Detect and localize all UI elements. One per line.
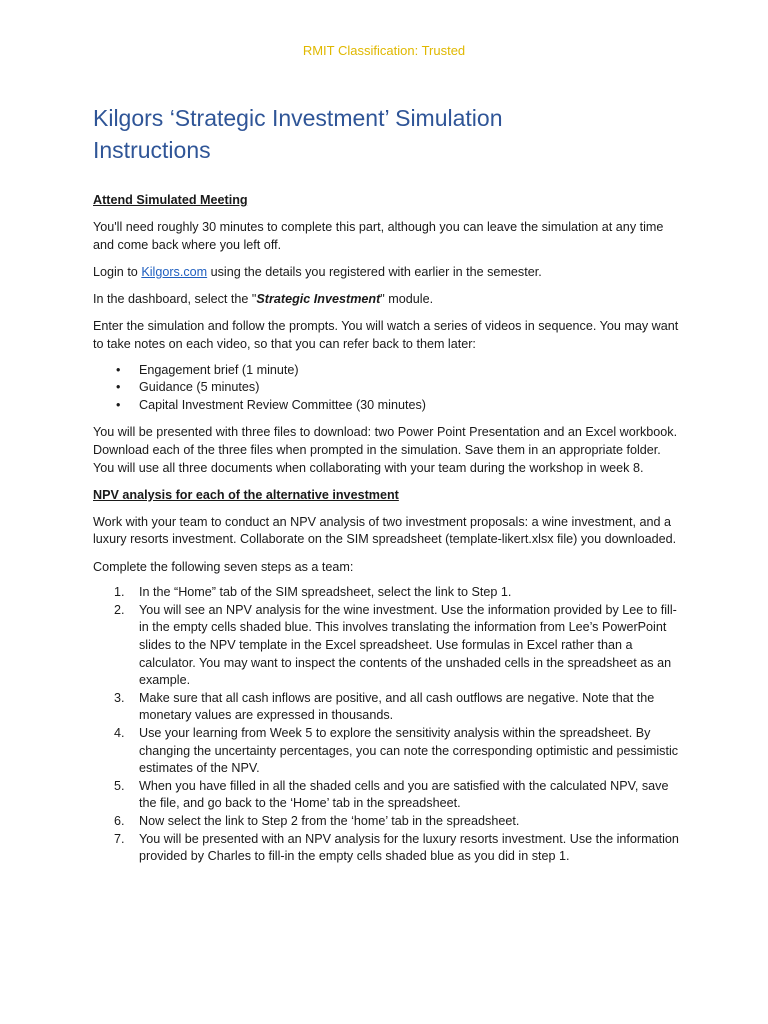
dashboard-prefix: In the dashboard, select the " (93, 292, 257, 307)
step-text: Now select the link to Step 2 from the ‘home’ tab in the spreadsheet. (139, 813, 520, 828)
bullet-icon: • (116, 397, 121, 412)
dashboard-suffix: " module. (380, 292, 434, 307)
bullet-icon: • (116, 362, 121, 377)
title-line-2: Instructions (93, 137, 211, 163)
paragraph-duration: You'll need roughly 30 minutes to complete this part, although you can leave the simulation at any time and come back where you left off. (93, 220, 664, 252)
title-line-1: Kilgors ‘Strategic Investment’ Simulation (93, 105, 503, 131)
step-text: Use your learning from Week 5 to explore the sensitivity analysis within the spreadsheet. By changing the uncertainty percentages, you can note the corresponding optimistic and pessimistic estimates of the NPV. (139, 726, 679, 776)
section-heading-npv: NPV analysis for each of the alternative investment (93, 487, 399, 502)
step-number: 4. (114, 726, 125, 740)
step-number: 3. (114, 690, 125, 705)
document-title (93, 102, 693, 166)
section-heading-meeting: Attend Simulated Meeting (93, 193, 248, 207)
steps-list (93, 584, 683, 866)
step-item (93, 690, 683, 725)
module-name: Strategic Investment (256, 292, 381, 307)
step-number: 6. (114, 813, 125, 828)
step-text: When you have filled in all the shaded cells and you are satisfied with the calculated NPV, save the file, and go back to the ‘Home’ tab in the spreadsheet. (139, 778, 669, 811)
step-text: You will see an NPV analysis for the wine investment. Use the information provided by Lee to fill-in the empty cells shaded blue. This involves translating the information from Lee’s PowerPoint slides to the NPV template in the Excel spreadsheet. Use formulas in Excel rather than a calculator. You may want to inspect the contents of the unshaded cells in the spreadsheet as an example. (139, 602, 677, 688)
paragraph-login (93, 264, 683, 282)
paragraph-simulation: Enter the simulation and follow the prompts. You will watch a series of videos in sequence. You may want to take notes on each video, so that you can refer back to them later: (93, 319, 679, 351)
step-number: 5. (114, 778, 125, 793)
list-item-text: Engagement brief (1 minute) (139, 362, 299, 377)
classification-label: RMIT Classification: Trusted (302, 43, 466, 58)
step-number: 7. (114, 831, 125, 846)
step-item (93, 602, 683, 690)
step-item (93, 831, 683, 866)
step-item (93, 813, 683, 831)
bullet-icon: • (116, 380, 121, 395)
login-prefix: Login to (93, 264, 142, 279)
paragraph-steps-intro: Complete the following seven steps as a team: (93, 559, 354, 574)
login-suffix: using the details you registered with earlier in the semester. (207, 264, 542, 279)
list-item (93, 379, 683, 397)
step-number: 1. (114, 585, 125, 600)
kilgors-link[interactable]: Kilgors.com (141, 264, 208, 279)
list-item (93, 397, 683, 415)
list-item-text: Capital Investment Review Committee (30 minutes) (139, 397, 426, 412)
list-item-text: Guidance (5 minutes) (139, 380, 260, 395)
step-text: Make sure that all cash inflows are positive, and all cash outflows are negative. Note that the monetary values are expressed in thousands. (139, 690, 655, 723)
step-item (93, 725, 683, 778)
video-list (93, 362, 683, 415)
step-number: 2. (114, 602, 125, 617)
step-text: You will be presented with an NPV analysis for the luxury resorts investment. Use the information provided by Charles to fill-in the empty cells shaded blue as you did in step 1. (139, 831, 679, 864)
step-item (93, 584, 683, 602)
paragraph-files: You will be presented with three files to download: two Power Point Presentation and an Excel workbook. Download each of the three files when prompted in the simulation. Save them in an appropriate folder. You will use all three documents when collaborating with your team during the workshop in week 8. (93, 425, 678, 475)
step-item (93, 778, 683, 813)
step-text: In the “Home” tab of the SIM spreadsheet, select the link to Step 1. (139, 585, 512, 600)
list-item (93, 362, 683, 380)
paragraph-dashboard (93, 291, 683, 309)
paragraph-team: Work with your team to conduct an NPV analysis of two investment proposals: a wine investment, and a luxury resorts investment. Collaborate on the SIM spreadsheet (template-likert.xlsx file) you downloaded. (93, 514, 677, 547)
document-body (93, 192, 683, 866)
